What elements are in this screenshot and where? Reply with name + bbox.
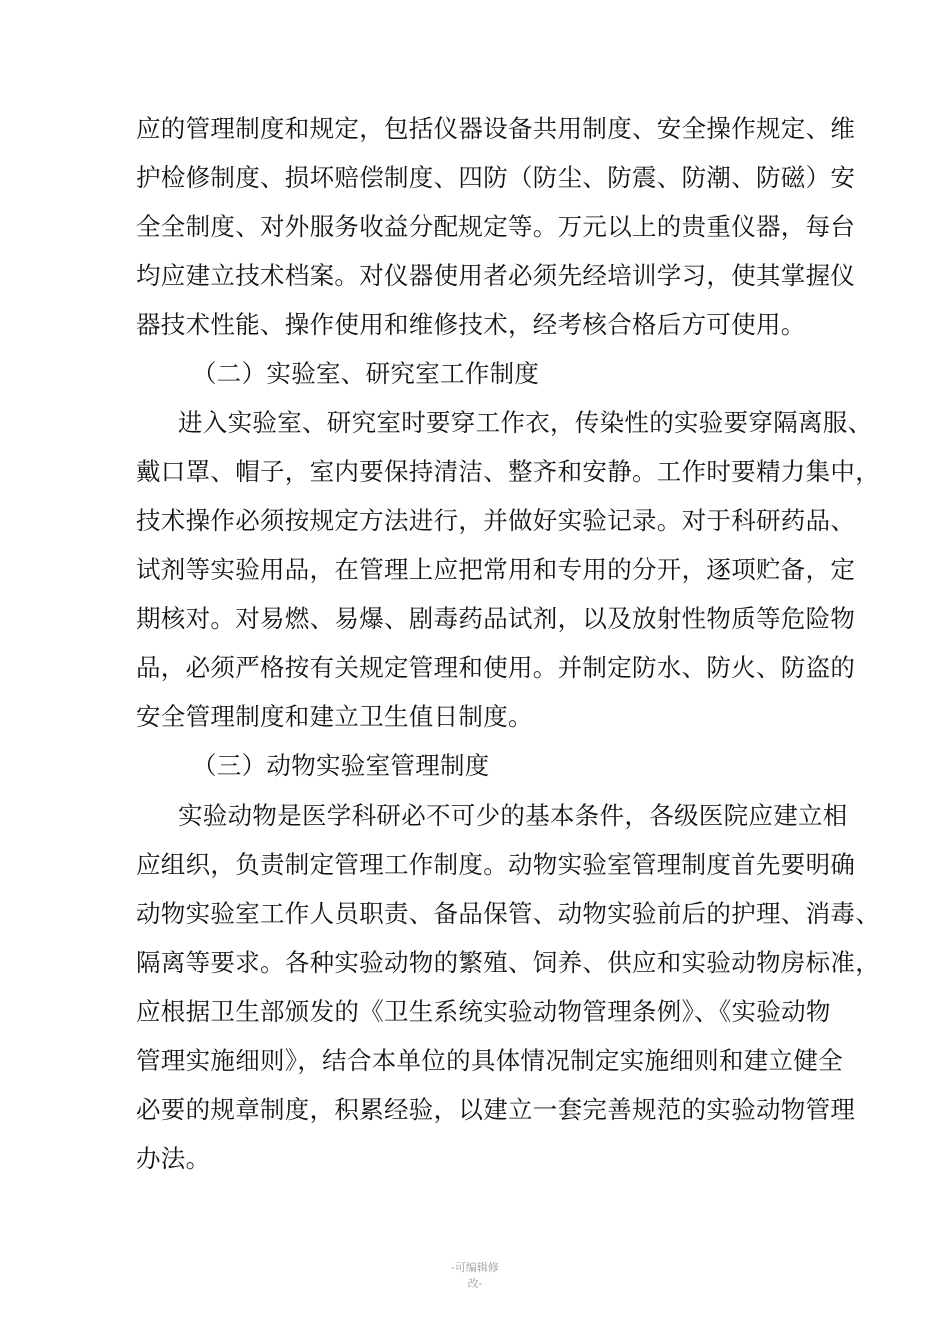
paragraph-line: 隔离等要求。各种实验动物的繁殖、饲养、供应和实验动物房标准， [136,948,880,977]
paragraph-line: 必要的规章制度，积累经验，以建立一套完善规范的实验动物管理 [136,1095,856,1124]
paragraph-line: 办法。 [136,1144,211,1173]
footer-note: -可编辑修 [451,1261,499,1274]
paragraph-line: 管理实施细则》，结合本单位的具体情况制定实施细则和建立健全 [136,1046,843,1075]
paragraph-line: 均应建立技术档案。对仪器使用者必须先经培训学习，使其掌握仪 [136,261,856,290]
paragraph-line: 实验动物是医学科研必不可少的基本条件，各级医院应建立相 [178,801,848,830]
section-heading: （三）动物实验室管理制度 [192,751,490,780]
paragraph-line: 应的管理制度和规定，包括仪器设备共用制度、安全操作规定、维 [136,114,856,143]
paragraph-line: 品，必须严格按有关规定管理和使用。并制定防水、防火、防盗的 [136,653,856,682]
paragraph-line: 试剂等实验用品，在管理上应把常用和专用的分开，逐项贮备，定 [136,555,856,584]
paragraph-line: 应根据卫生部颁发的《卫生系统实验动物管理条例》、《实验动物 [136,997,831,1026]
footer-note: 改- [467,1277,483,1290]
paragraph-line: 安全管理制度和建立卫生值日制度。 [136,702,533,731]
paragraph-line: 动物实验室工作人员职责、备品保管、动物实验前后的护理、消毒、 [136,899,880,928]
paragraph-line: 全全制度、对外服务收益分配规定等。万元以上的贵重仪器，每台 [136,212,856,241]
paragraph-line: 戴口罩、帽子，室内要保持清洁、整齐和安静。工作时要精力集中， [136,457,880,486]
section-heading: （二）实验室、研究室工作制度 [192,359,540,388]
paragraph-line: 技术操作必须按规定方法进行，并做好实验记录。对于科研药品、 [136,506,856,535]
paragraph-line: 应组织，负责制定管理工作制度。动物实验室管理制度首先要明确 [136,850,856,879]
paragraph-line: 期核对。对易燃、易爆、剧毒药品试剂，以及放射性物质等危险物 [136,604,856,633]
paragraph-line: 进入实验室、研究室时要穿工作衣，传染性的实验要穿隔离服、 [178,408,873,437]
paragraph-line: 护检修制度、损坏赔偿制度、四防（防尘、防震、防潮、防磁）安 [136,163,856,192]
paragraph-line: 器技术性能、操作使用和维修技术，经考核合格后方可使用。 [136,310,806,339]
